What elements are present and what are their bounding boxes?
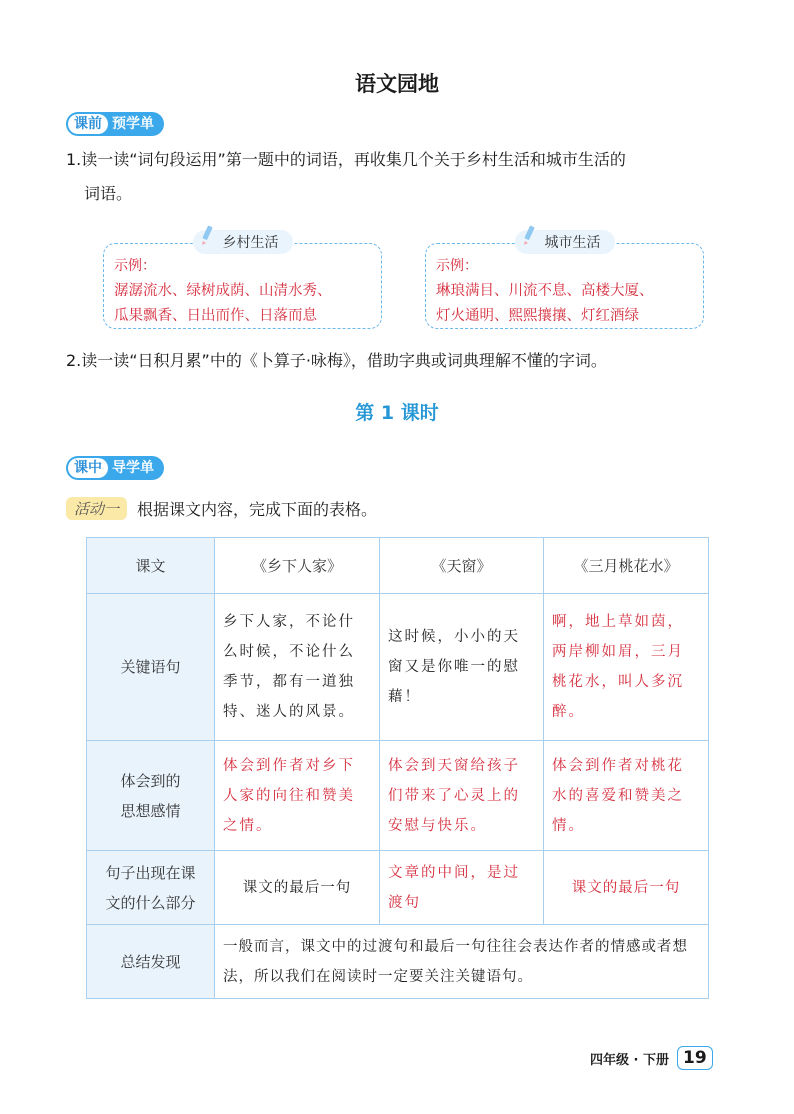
rural-life-title: 乡村生活	[222, 235, 279, 251]
table-row	[87, 925, 709, 999]
header-lesson-1: 《乡下人家》	[215, 538, 380, 594]
tag-pre-label: 课前	[68, 114, 108, 134]
grade-label: 四年级 · 下册	[590, 1052, 669, 1068]
key-sentence-3: 啊，地上草如茵，两岸柳如眉，三月桃花水，叫人多沉醉。	[544, 594, 709, 741]
row-label-position-line1: 句子出现在课	[105, 863, 196, 882]
activity-tag: 活动一	[66, 497, 127, 520]
tag-mid-label: 课中	[68, 458, 108, 478]
page-title: 语文园地	[355, 72, 439, 96]
feeling-2: 体会到天窗给孩子们带来了心灵上的安慰与快乐。	[380, 741, 544, 851]
page-footer	[590, 1046, 713, 1070]
rural-words-line2: 瓜果飘香、日出而作、日落而息	[114, 308, 317, 324]
key-sentence-1: 乡下人家，不论什么时候，不论什么季节，都有一道独特、迷人的风景。	[215, 594, 380, 741]
pencil-icon	[521, 224, 539, 246]
header-lesson-2: 《天窗》	[380, 538, 544, 594]
page-number: 19	[677, 1046, 713, 1070]
row-label-feeling-line1: 体会到的	[120, 771, 181, 790]
table-row	[87, 741, 709, 851]
row-label-feeling-line2: 思想感情	[120, 801, 181, 820]
city-words-line2: 灯火通明、熙熙攘攘、灯红酒绿	[436, 308, 639, 324]
rural-life-box	[103, 235, 382, 329]
city-life-title: 城市生活	[544, 235, 601, 251]
activity-one	[66, 497, 377, 520]
summary-table	[86, 537, 709, 999]
feeling-3: 体会到作者对桃花水的喜爱和赞美之情。	[544, 741, 709, 851]
section-tag-mid	[66, 456, 164, 480]
rural-life-heading	[193, 230, 293, 254]
tag-mid-sub: 导学单	[112, 460, 154, 476]
row-label-position	[87, 851, 215, 925]
table-row	[87, 851, 709, 925]
position-3: 课文的最后一句	[544, 851, 709, 925]
rural-example-label: 示例：	[114, 258, 156, 274]
question-1-line1: 1.读一读“词句段运用”第一题中的词语，再收集几个关于乡村生活和城市生活的	[66, 150, 626, 169]
section-tag-pre	[66, 112, 164, 136]
question-2: 2.读一读“日积月累”中的《卜算子·咏梅》，借助字典或词典理解不懂的字词。	[66, 351, 607, 370]
pencil-icon	[199, 224, 217, 246]
feeling-1: 体会到作者对乡下人家的向往和赞美之情。	[215, 741, 380, 851]
city-life-heading	[515, 230, 615, 254]
table-header-row	[87, 538, 709, 594]
city-words-line1: 琳琅满目、川流不息、高楼大厦、	[436, 283, 654, 299]
row-label-summary: 总结发现	[87, 925, 215, 999]
question-1-line2: 词语。	[84, 184, 133, 203]
summary-finding: 一般而言，课文中的过渡句和最后一句往往会表达作者的情感或者想法，所以我们在阅读时一定要关注关键语句。	[215, 925, 709, 999]
row-label-key-sentence: 关键语句	[87, 594, 215, 741]
position-2: 文章的中间，是过渡句	[380, 851, 544, 925]
row-label-feeling	[87, 741, 215, 851]
table-row	[87, 594, 709, 741]
city-life-box	[425, 235, 704, 329]
position-1: 课文的最后一句	[215, 851, 380, 925]
tag-pre-sub: 预学单	[112, 116, 154, 132]
header-text: 课文	[87, 538, 215, 594]
row-label-position-line2: 文的什么部分	[105, 893, 196, 912]
key-sentence-2: 这时候，小小的天窗又是你唯一的慰藉！	[380, 594, 544, 741]
activity-instruction: 根据课文内容，完成下面的表格。	[137, 500, 378, 519]
header-lesson-3: 《三月桃花水》	[544, 538, 709, 594]
lesson-heading: 第 1 课时	[355, 402, 439, 424]
rural-words-line1: 潺潺流水、绿树成荫、山清水秀、	[114, 283, 332, 299]
city-example-label: 示例：	[436, 258, 478, 274]
